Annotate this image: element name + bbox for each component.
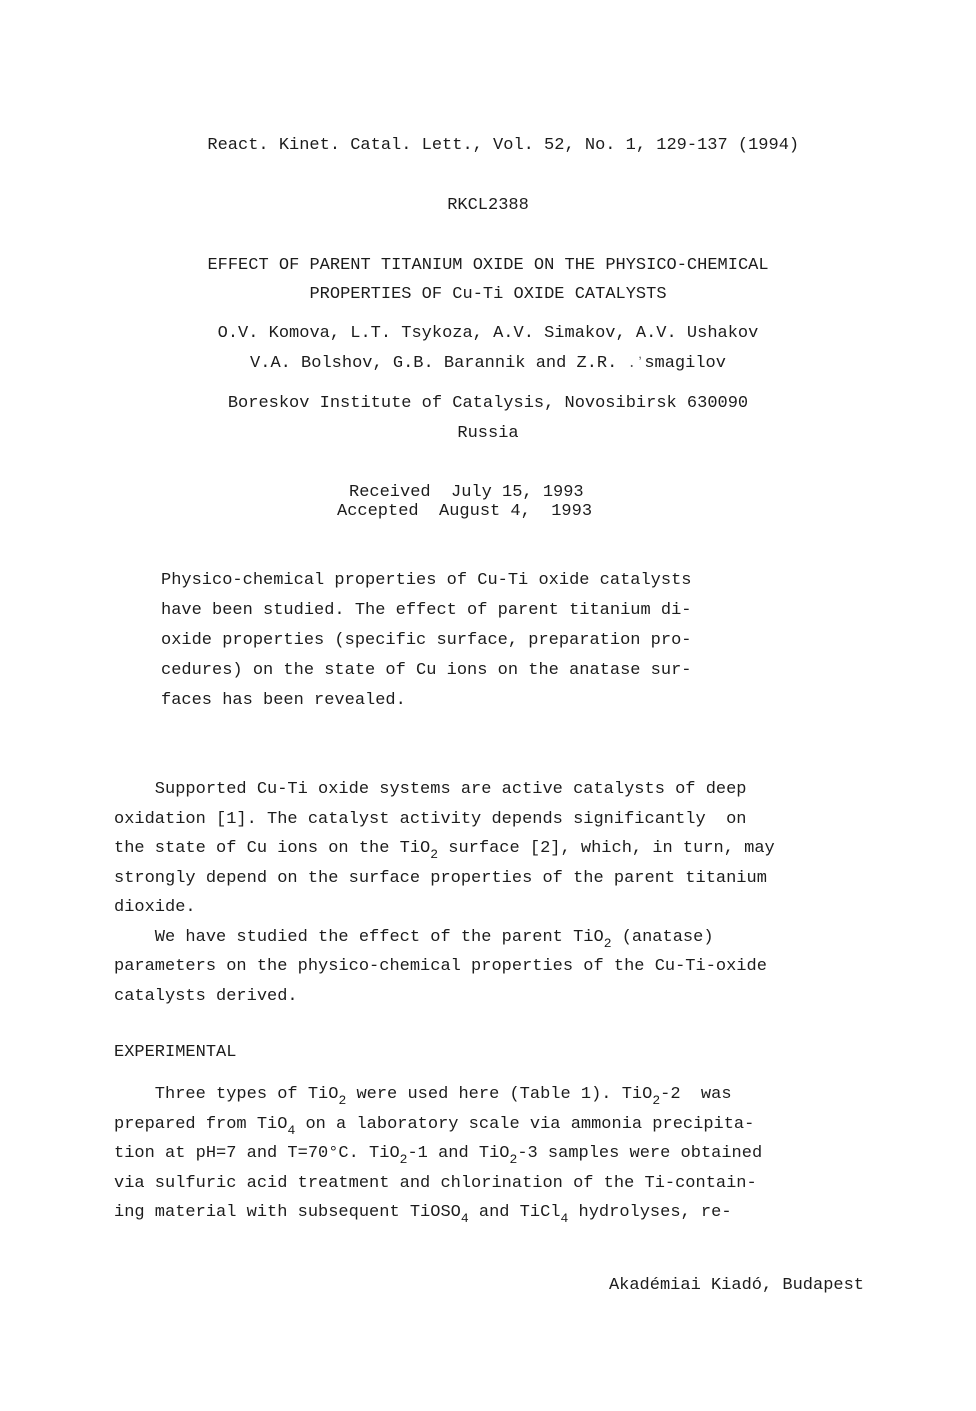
publisher-footer: Akadémiai Kiadó, Budapest	[608, 1276, 864, 1295]
section-heading-experimental: EXPERIMENTAL	[114, 1043, 237, 1062]
abstract-line: Physico-chemical properties of Cu-Ti oxide catalysts	[161, 571, 692, 590]
body-line: Supported Cu-Ti oxide systems are active catalysts of deep	[114, 780, 747, 799]
citation-year: (1994)	[737, 136, 800, 155]
accepted-date: Accepted August 4, 1993	[337, 502, 593, 521]
body-line: the state of Cu ions on the TiO$_2$ surface [2], which, in turn, may	[114, 839, 775, 862]
body-line: strongly depend on the surface properties of the parent titanium	[114, 868, 767, 888]
body-line: via sulfuric acid treatment and chlorination of the Ti-contain-	[114, 1173, 757, 1193]
abstract-line: cedures) on the state of Cu ions on the anatase sur-	[161, 661, 692, 680]
abstract-line: have been studied. The effect of parent titanium di-	[161, 601, 692, 620]
experimental-paragraph	[114, 1080, 864, 1228]
body-line: Three types of TiO$_2$ were used here (Table 1). TiO$_2$-2 was	[114, 1085, 732, 1108]
received-date: Received July 15, 1993	[349, 483, 584, 502]
journal-citation: React. Kinet. Catal. Lett., Vol. 52, No. 1, 129-137 (1994)	[207, 136, 800, 155]
body-line: oxidation [1]. The catalyst activity depends significantly on	[114, 809, 747, 829]
body-line: dioxide.	[114, 898, 196, 917]
title-line-1: EFFECT OF PARENT TITANIUM OXIDE ON THE PHYSICO-CHEMICAL	[207, 256, 769, 275]
body-line: tion at pH=7 and T=70°C. TiO$_2$-1 and TiO$_2$-3 samples were obtained	[114, 1144, 763, 1167]
abstract-line: oxide properties (specific surface, preparation pro-	[161, 631, 692, 650]
body-line: ing material with subsequent TiOSO$_4$ and TiCl$_4$ hydrolyses, re-	[114, 1203, 732, 1226]
abstract-line: faces has been revealed.	[161, 691, 406, 710]
authors-line-1: O.V. Komova, L.T. Tsykoza, A.V. Simakov, A.V. Ushakov	[217, 324, 759, 343]
article-code: RKCL2388	[447, 196, 529, 215]
body-line: catalysts derived.	[114, 986, 298, 1006]
affiliation-line-1: Boreskov Institute of Catalysis, Novosibirsk 630090	[227, 394, 749, 413]
body-line: We have studied the effect of the parent TiO$_2$ (anatase)	[114, 927, 714, 951]
body-line: parameters on the physico-chemical properties of the Cu-Ti-oxide	[114, 957, 767, 976]
body-line: prepared from TiO$_4$ on a laboratory scale via ammonia precipita-	[114, 1114, 755, 1138]
title-line-2: PROPERTIES OF Cu-Ti OXIDE CATALYSTS	[309, 285, 667, 304]
affiliation-line-2: Russia	[457, 424, 519, 443]
abstract	[161, 566, 776, 716]
print-artifact: .ʼ	[627, 356, 645, 372]
authors-line-2: V.A. Bolshov, G.B. Barannik and Z.R. .ʼsmagilov	[250, 354, 726, 373]
intro-paragraph	[114, 775, 864, 1011]
